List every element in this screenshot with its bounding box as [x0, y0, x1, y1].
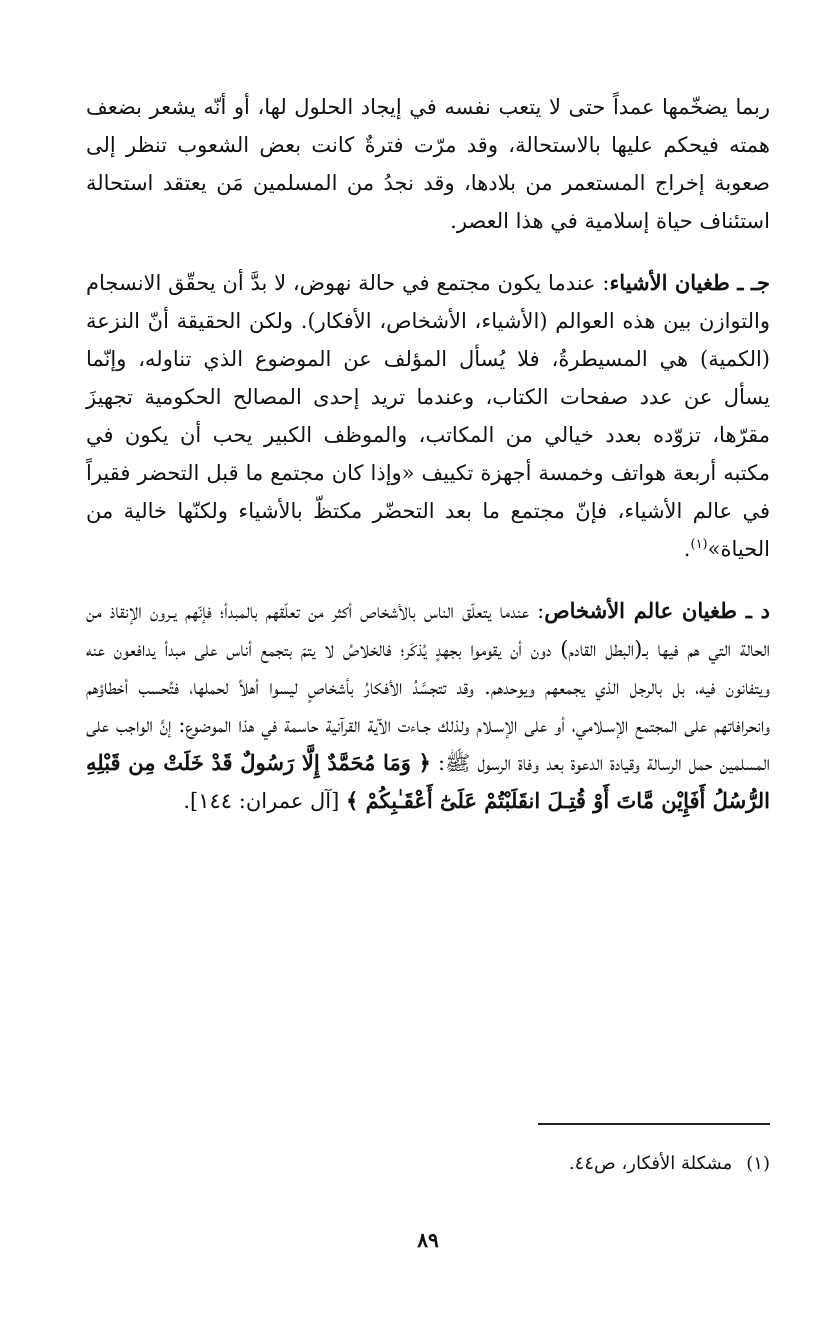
quran-verse: ﴿ وَمَا مُحَمَّدٌ إِلَّا رَسُولٌ قَدْ خَلَتْ مِن قَبْلِهِ الرُّسُلُ أَفَإِيْن مَّاتَ أَوْ قُتِـلَ انقَلَبْتُمْ عَلَىٰٓ أَعْقَـٰبِكُمْ ﴾ [86, 750, 770, 813]
footnote-marker: (١) [746, 1153, 770, 1174]
footnote-text: مشكلة الأفكار، ص٤٤. [568, 1153, 733, 1174]
page-number: ٨٩ [417, 1228, 439, 1252]
footnote-divider [538, 1123, 770, 1125]
paragraph-intro [86, 88, 770, 240]
paragraph-tyranny-of-things [86, 264, 770, 568]
verse-citation: [آل عمران: ١٤٤]. [183, 789, 340, 813]
section-heading-persons: د ـ طغيان عالم الأشخاص [544, 598, 770, 623]
paragraph-things-text: : عندما يكون مجتمع في حالة نهوض، لا بدَّ أن يحقّق الانسجام والتوازن بين هذه العوالم (الأشياء، الأشخاص، الأفكار). ولكن الحقيقة أنّ النزعة (الكمية) هي المسيطرةُ، فلا يُسأل المؤلف عن الموضوع الذي تناوله، وإنّما يسأل عن عدد صفحات الكتاب، وعندما تريد إحدى المصالح الحكومية تجهيزَ مقرّها، تزوّده بعدد خيالي من المكاتب، والموظف الكبير يحب أن يكون في مكتبه أربعة هواتف وخمسة أجهزة تكييف «وإذا كان مجتمع ما قبل التحضر فقيراً في عالم الأشياء، فإنّ مجتمع ما بعد التحضّر مكتظّ بالأشياء ولكنّها خالية من الحياة» [86, 271, 770, 561]
page-body [86, 88, 770, 1329]
footnote [569, 1150, 770, 1178]
paragraph-persons-text: : عندما يتعلّق الناس بالأشخاص أكثر من تعلّقهم بالمبدأ؛ فإنّهم يـرون الإنقاذ من الحالة التي هم فيها بـ(البطل القادم) دون أن يقوموا بجهدٍ يُذكَر؛ فالخلاصُ لا يتمّ بتجمع أناس على مبدأ يدافعون عنه ويتفانون فيه، بل بالرجل الذي يجمعهم ويوحدهم. وقد تتجسَّدُ الأفكارُ بأشخاصٍ ليسوا أهلاً لحملها، فتُحسب أخطاؤهم وانحرافاتهم على المجتمع الإسـلامي، أو على الإسـلام ولذلك جـاءت الآية القرآنية حاسمة في هذا الموضوع: إنَّ الواجب على المسلمين حمل الرسالة وقيادة الدعوة بعد وفاة الرسول ﷺ: [86, 599, 770, 775]
paragraph-intro-text: ربما يضخّمها عمداً حتى لا يتعب نفسه في إيجاد الحلول لها، أو أنّه يشعر بضعف همته فيحكم عليها بالاستحالة، وقد مرّت فترةٌ كانت بعض الشعوب تنظر إلى صعوبة إخراج المستعمر من بلادها، وقد نجدُ من المسلمين مَن يعتقد استحالة استئناف حياة إسلامية في هذا العصر. [86, 95, 770, 233]
section-heading-things: جـ ـ طغيان الأشياء [609, 270, 770, 295]
footnote-reference[interactable]: (١) [690, 537, 708, 552]
paragraph-things-end: . [683, 537, 691, 561]
paragraph-tyranny-of-persons [86, 592, 770, 820]
